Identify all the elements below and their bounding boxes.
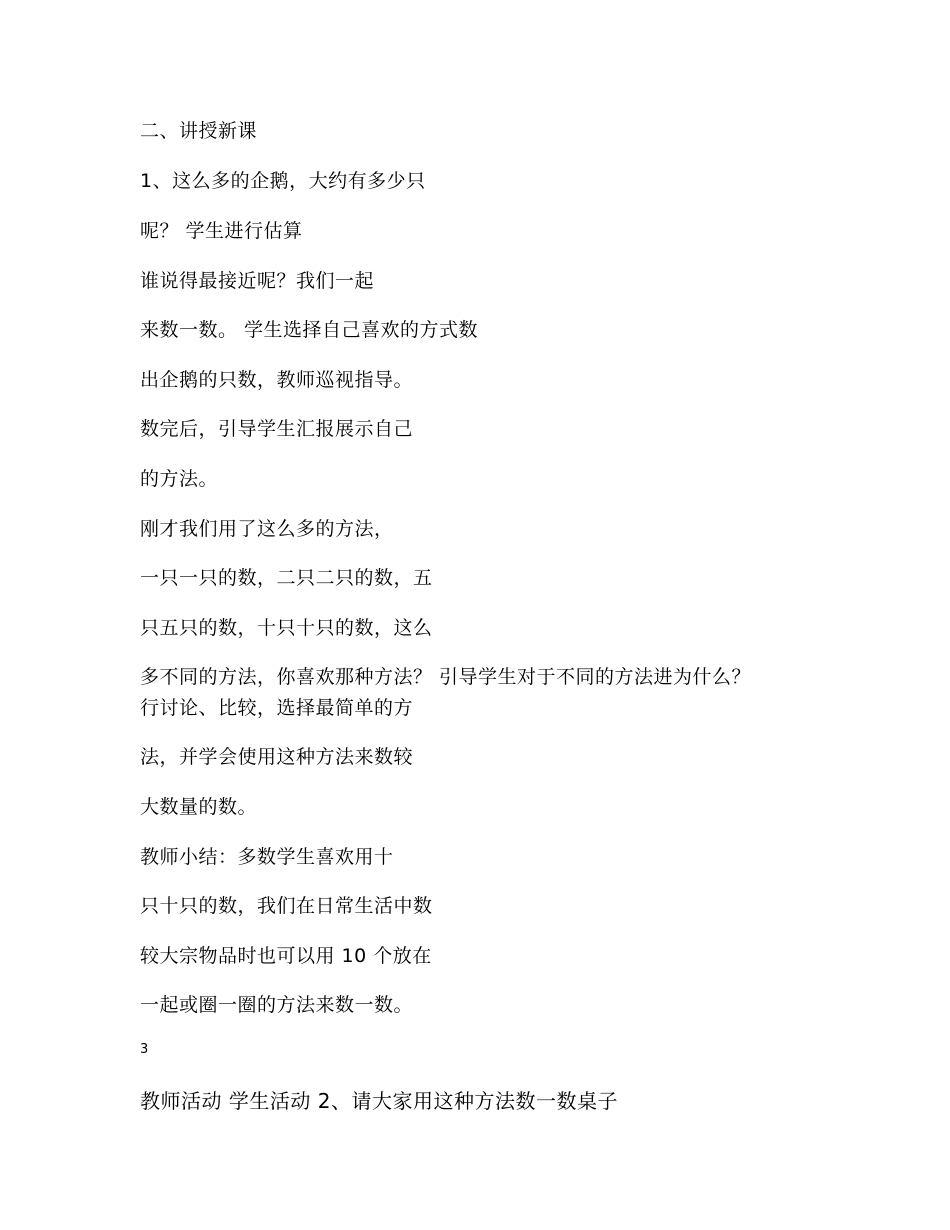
page-number: 3	[140, 1042, 149, 1057]
text-line: 出企鹅的只数，教师巡视指导。	[140, 369, 414, 391]
text-line: 来数一数。 学生选择自己喜欢的方式数	[140, 319, 479, 341]
text-line: 行讨论、比较，选择最简单的方	[140, 697, 414, 719]
text-line: 只五只的数，十只十只的数，这么	[140, 617, 433, 639]
text-line: 较大宗物品时也可以用 10 个放在	[140, 945, 432, 967]
text-line: 的方法。	[140, 468, 219, 490]
text-line: 谁说得最接近呢？我们一起	[140, 270, 375, 292]
text-line: 数完后，引导学生汇报展示自己	[140, 418, 414, 440]
text-line: 一只一只的数，二只二只的数，五	[140, 567, 433, 589]
text-line: 大数量的数。	[140, 796, 258, 818]
text-line: 教师小结：多数学生喜欢用十	[140, 846, 394, 868]
text-line: 刚才我们用了这么多的方法，	[140, 518, 394, 540]
text-line: 只十只的数，我们在日常生活中数	[140, 895, 433, 917]
section-heading: 二、讲授新课	[140, 120, 258, 142]
text-line: 1、这么多的企鹅，大约有多少只	[140, 170, 426, 192]
text-line: 多不同的方法，你喜欢那种方法？ 引导学生对于不同的方法进为什么？	[140, 666, 752, 688]
text-line: 一起或圈一圈的方法来数一数。	[140, 994, 414, 1016]
text-line: 呢？ 学生进行估算	[140, 220, 303, 242]
table-header-row: 教师活动 学生活动 2、请大家用这种方法数一数桌子	[140, 1089, 618, 1113]
text-line: 法，并学会使用这种方法来数较	[140, 746, 414, 768]
